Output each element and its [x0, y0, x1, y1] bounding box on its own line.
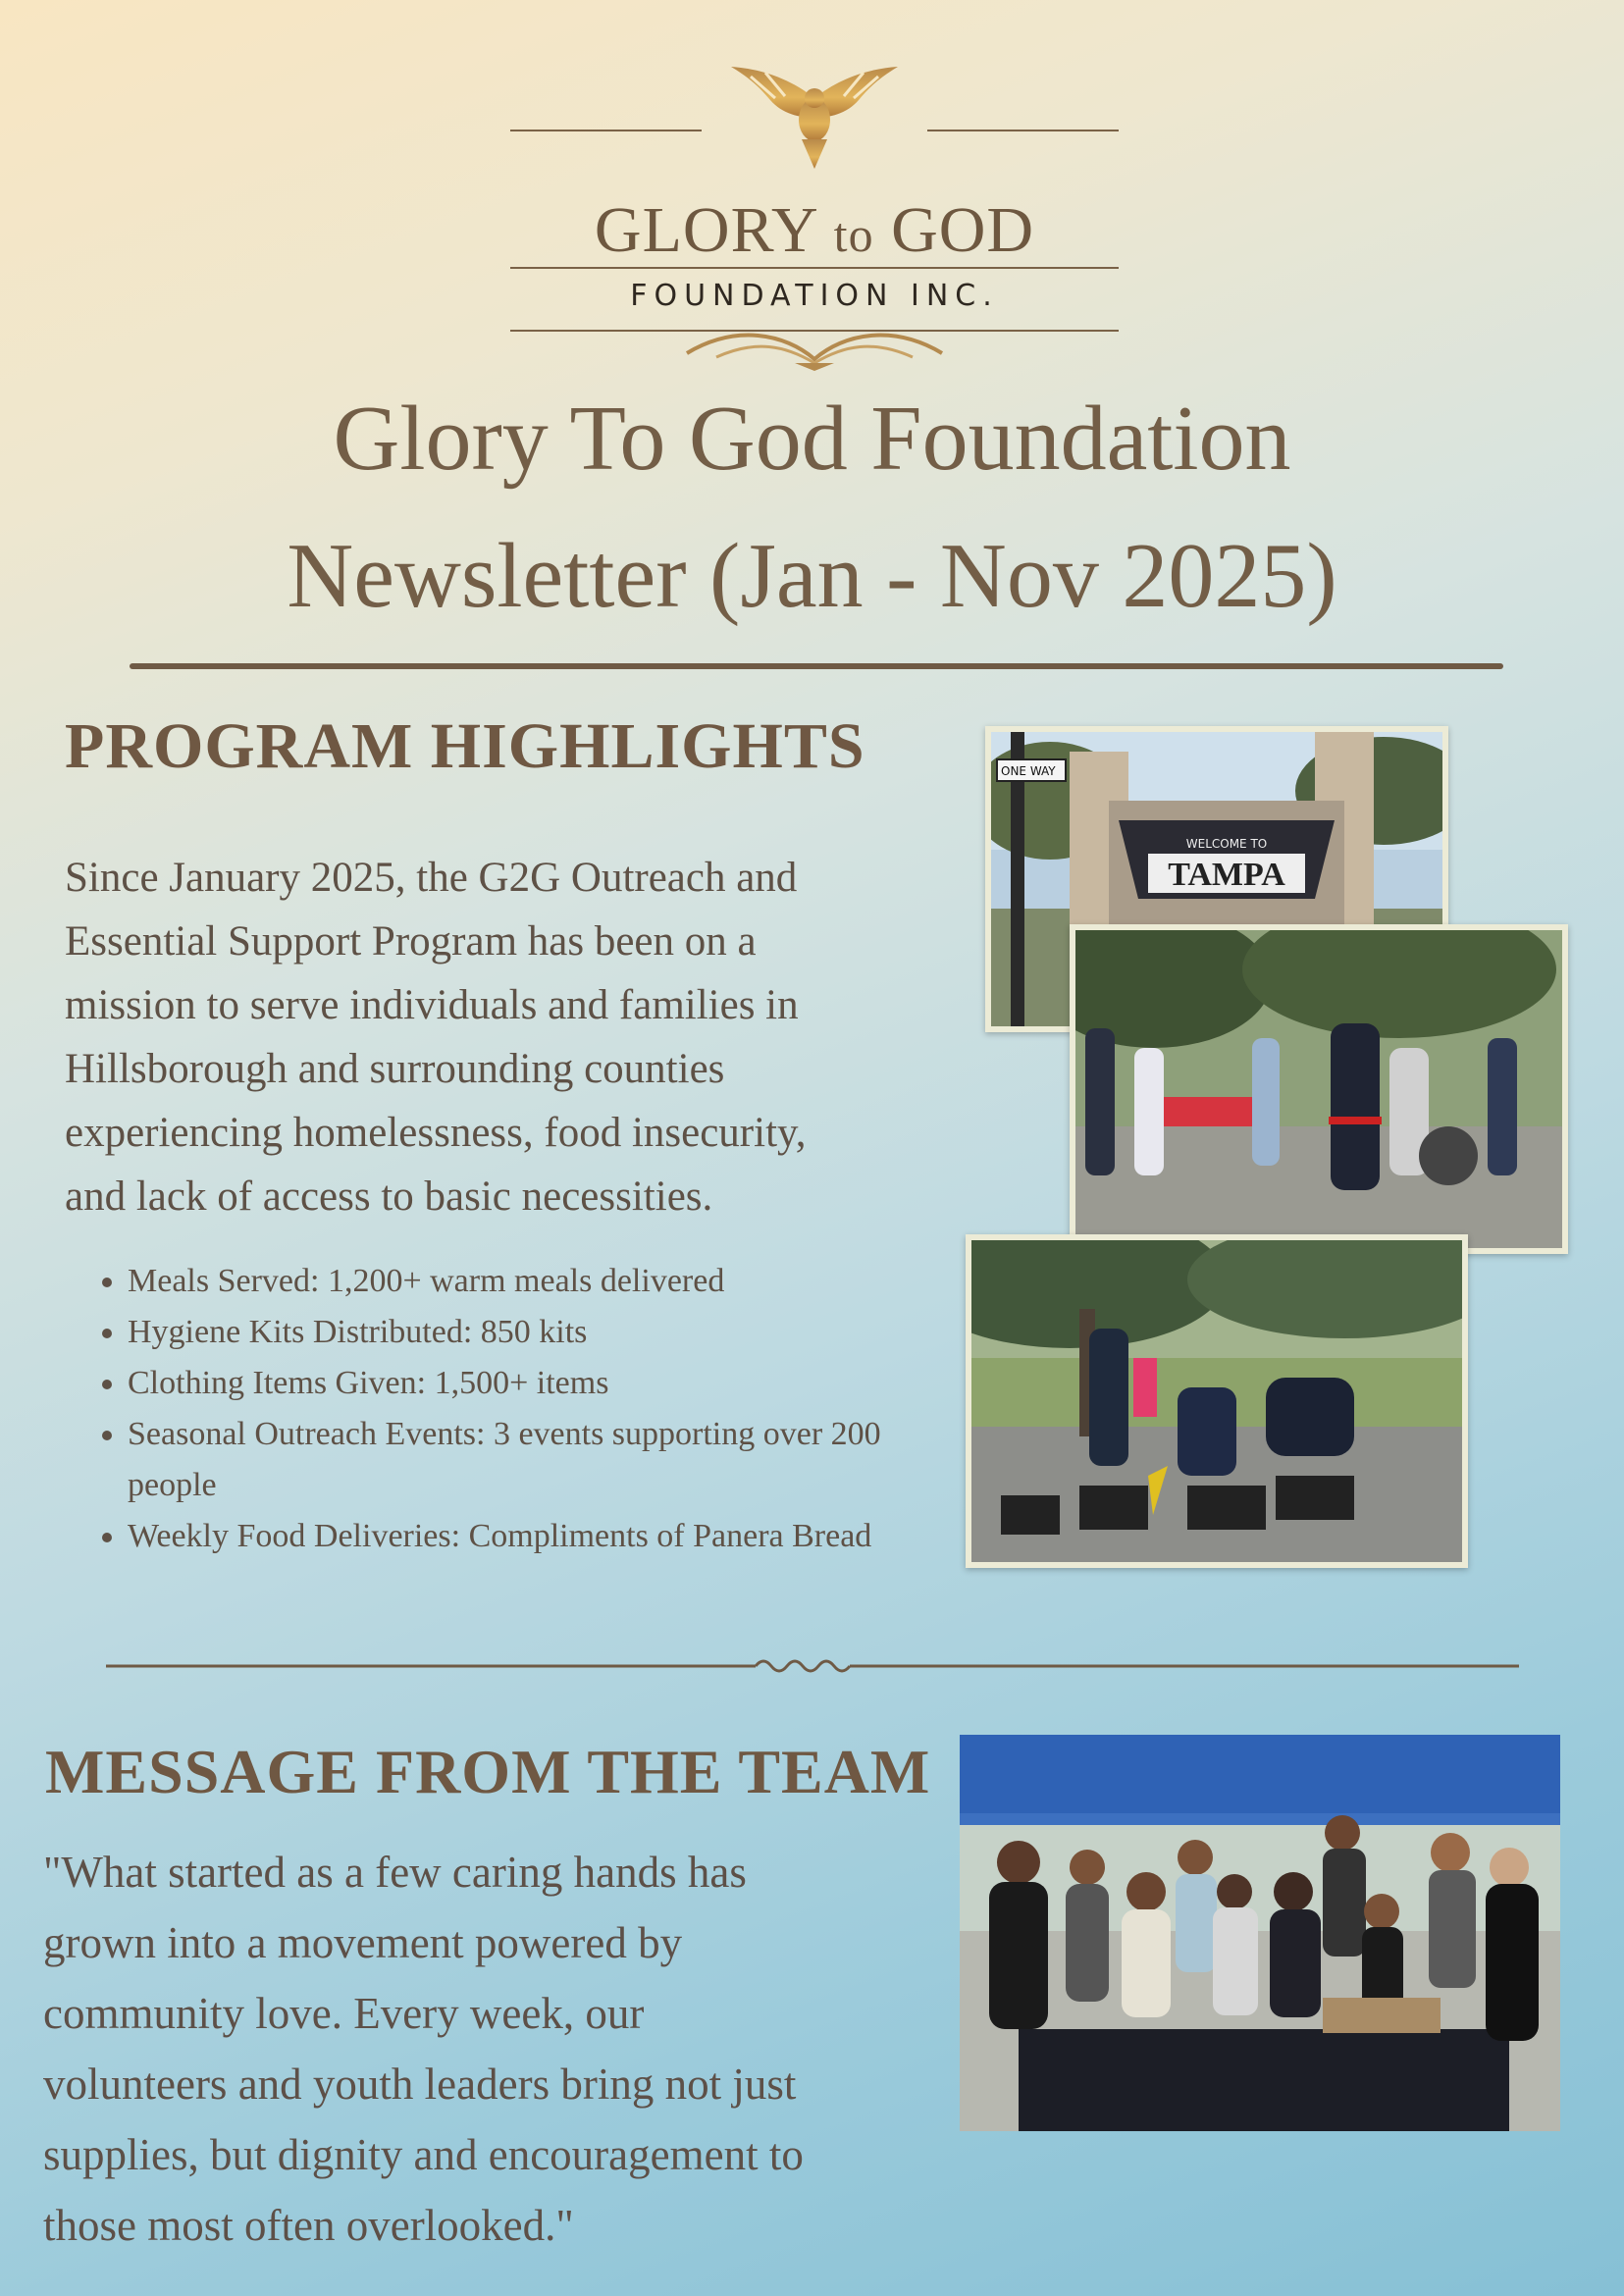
photo-sorting-clothing [966, 1234, 1468, 1568]
title-divider [130, 663, 1503, 669]
newsletter-title-line1: Glory To God Foundation [333, 388, 1291, 490]
tampa-sign-text: TAMPA [1168, 857, 1285, 893]
one-way-sign-text: ONE WAY [1001, 764, 1056, 778]
quote-line: supplies, but dignity and encouragement to [43, 2130, 804, 2179]
program-highlights-heading: PROGRAM HIGHLIGHTS [65, 710, 865, 782]
logo-left-line [510, 130, 702, 131]
team-quote [43, 1837, 946, 2261]
logo-right-line [927, 130, 1119, 131]
stat-clothing: • Clothing Items Given: 1,500+ items [128, 1358, 971, 1409]
paragraph-line: mission to serve individuals and families in [65, 982, 799, 1028]
team-message-heading: MESSAGE FROM THE TEAM [45, 1737, 931, 1806]
paragraph-line: Essential Support Program has been on a [65, 918, 757, 965]
paragraph-line: Hillsborough and surrounding counties [65, 1046, 725, 1092]
program-stats-list [96, 1256, 971, 1562]
logo-rule-top [510, 267, 1119, 269]
stat-hygiene-kits: • Hygiene Kits Distributed: 850 kits [128, 1307, 971, 1358]
paragraph-line: experiencing homelessness, food insecurity, [65, 1110, 807, 1156]
photo-team-group [960, 1735, 1560, 2131]
photo-outreach-crowd [1070, 924, 1568, 1254]
newsletter-title-line2: Newsletter (Jan - Nov 2025) [287, 525, 1337, 627]
stat-seasonal-events: • Seasonal Outreach Events: 3 events supporting over 200 people [128, 1409, 971, 1511]
quote-line: community love. Every week, our [43, 1989, 645, 2038]
logo-wordmark: GLORY to GOD [594, 194, 1035, 266]
program-paragraph [65, 846, 948, 1228]
logo-subtitle: FOUNDATION INC. [630, 279, 999, 313]
quote-line: grown into a movement powered by [43, 1918, 683, 1967]
section-divider [106, 1652, 1519, 1682]
quote-line: "What started as a few caring hands has [43, 1848, 747, 1897]
stat-meals: • Meals Served: 1,200+ warm meals delivered [128, 1256, 971, 1307]
paragraph-line: Since January 2025, the G2G Outreach and [65, 855, 798, 901]
welcome-sign-text: WELCOME TO [1185, 837, 1268, 851]
foundation-logo [510, 59, 1119, 373]
dove-icon [721, 59, 908, 177]
stat-food-deliveries: • Weekly Food Deliveries: Compliments of Panera Bread [128, 1511, 971, 1562]
quote-line: those most often overlooked." [43, 2201, 574, 2250]
paragraph-line: and lack of access to basic necessities. [65, 1174, 713, 1220]
flourish-icon [677, 324, 952, 373]
quote-line: volunteers and youth leaders bring not just [43, 2060, 797, 2109]
